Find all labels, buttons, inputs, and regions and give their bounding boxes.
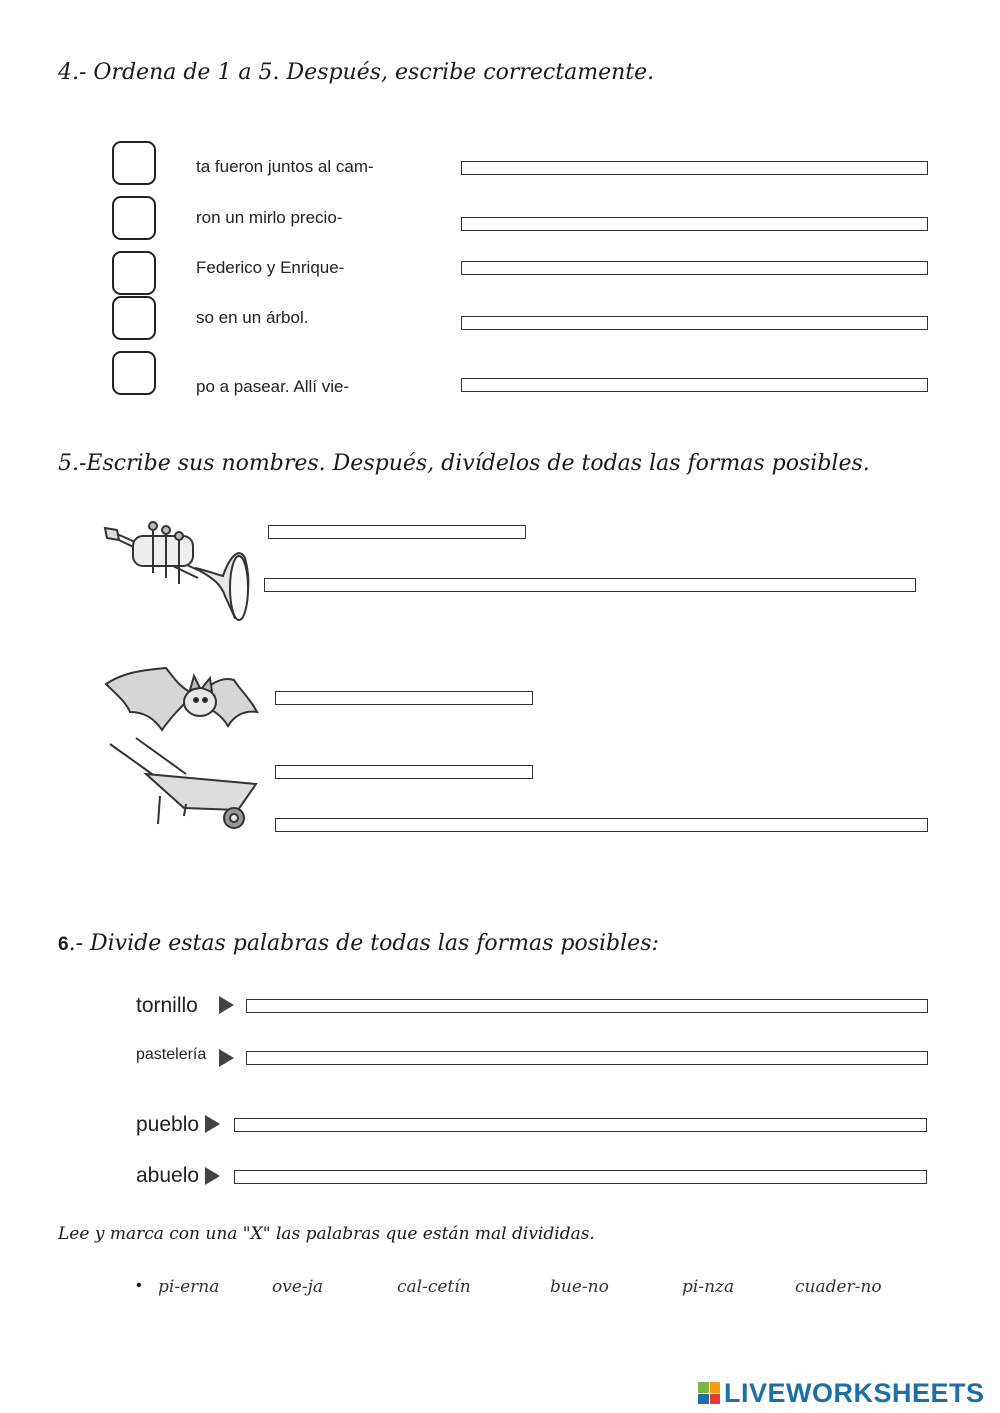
- wheelbarrow-name-field[interactable]: [275, 765, 533, 779]
- sentence-fragment: ron un mirlo precio-: [196, 208, 343, 227]
- section6-number: 6: [58, 934, 69, 955]
- logo-icon: [698, 1382, 720, 1404]
- word-label: tornillo: [136, 994, 198, 1017]
- order-box-5[interactable]: [112, 351, 156, 395]
- section4-heading: 4.- Ordena de 1 a 5. Después, escribe correctamente.: [58, 60, 655, 85]
- word-label: abuelo: [136, 1164, 200, 1187]
- word-division-field-2[interactable]: [246, 1051, 928, 1065]
- arrow-right-icon: [219, 996, 234, 1014]
- word-division-field-4[interactable]: [234, 1170, 927, 1184]
- answer-field-5[interactable]: [461, 378, 928, 392]
- divided-word[interactable]: cuader-no: [795, 1277, 882, 1297]
- answer-field-2[interactable]: [461, 217, 928, 231]
- answer-field-3[interactable]: [461, 261, 928, 275]
- bullet: •: [136, 1277, 142, 1294]
- divided-word[interactable]: cal-cetín: [397, 1277, 471, 1297]
- logo-text: LIVEWORKSHEETS: [724, 1377, 985, 1408]
- answer-field-4[interactable]: [461, 316, 928, 330]
- sentence-fragment: so en un árbol.: [196, 308, 309, 327]
- trumpet-division-field[interactable]: [264, 578, 916, 592]
- word-division-field-3[interactable]: [234, 1118, 927, 1132]
- sentence-fragment: po a pasear. Allí vie-: [196, 377, 350, 396]
- word-label: pastelería: [136, 1046, 207, 1063]
- arrow-right-icon: [219, 1049, 234, 1067]
- wheelbarrow-image: [106, 734, 262, 832]
- liveworksheets-logo: [698, 1378, 985, 1408]
- bat-name-field[interactable]: [275, 691, 533, 705]
- arrow-right-icon: [205, 1167, 220, 1185]
- section6-heading-text: .- Divide estas palabras de todas las formas posibles:: [68, 931, 659, 956]
- sentence-fragment: Federico y Enrique-: [196, 258, 345, 277]
- divided-word[interactable]: pi-nza: [682, 1277, 735, 1297]
- wheelbarrow-division-field[interactable]: [275, 818, 928, 832]
- word-label: pueblo: [136, 1113, 200, 1136]
- order-box-4[interactable]: [112, 296, 156, 340]
- sentence-fragment: ta fueron juntos al cam-: [196, 157, 374, 176]
- section6-heading: [58, 931, 659, 956]
- mark-instruction: Lee y marca con una "X" las palabras que están mal divididas.: [58, 1224, 595, 1244]
- word-division-field-1[interactable]: [246, 999, 928, 1013]
- section5-heading: 5.-Escribe sus nombres. Después, divídelos de todas las formas posibles.: [58, 451, 870, 476]
- divided-word[interactable]: pi-erna: [158, 1277, 220, 1297]
- bat-image: [104, 666, 259, 732]
- order-box-2[interactable]: [112, 196, 156, 240]
- divided-word[interactable]: bue-no: [550, 1277, 609, 1297]
- trumpet-image: [103, 518, 253, 624]
- trumpet-name-field[interactable]: [268, 525, 526, 539]
- arrow-right-icon: [205, 1115, 220, 1133]
- order-box-3[interactable]: [112, 251, 156, 295]
- divided-word[interactable]: ove-ja: [272, 1277, 324, 1297]
- order-box-1[interactable]: [112, 141, 156, 185]
- answer-field-1[interactable]: [461, 161, 928, 175]
